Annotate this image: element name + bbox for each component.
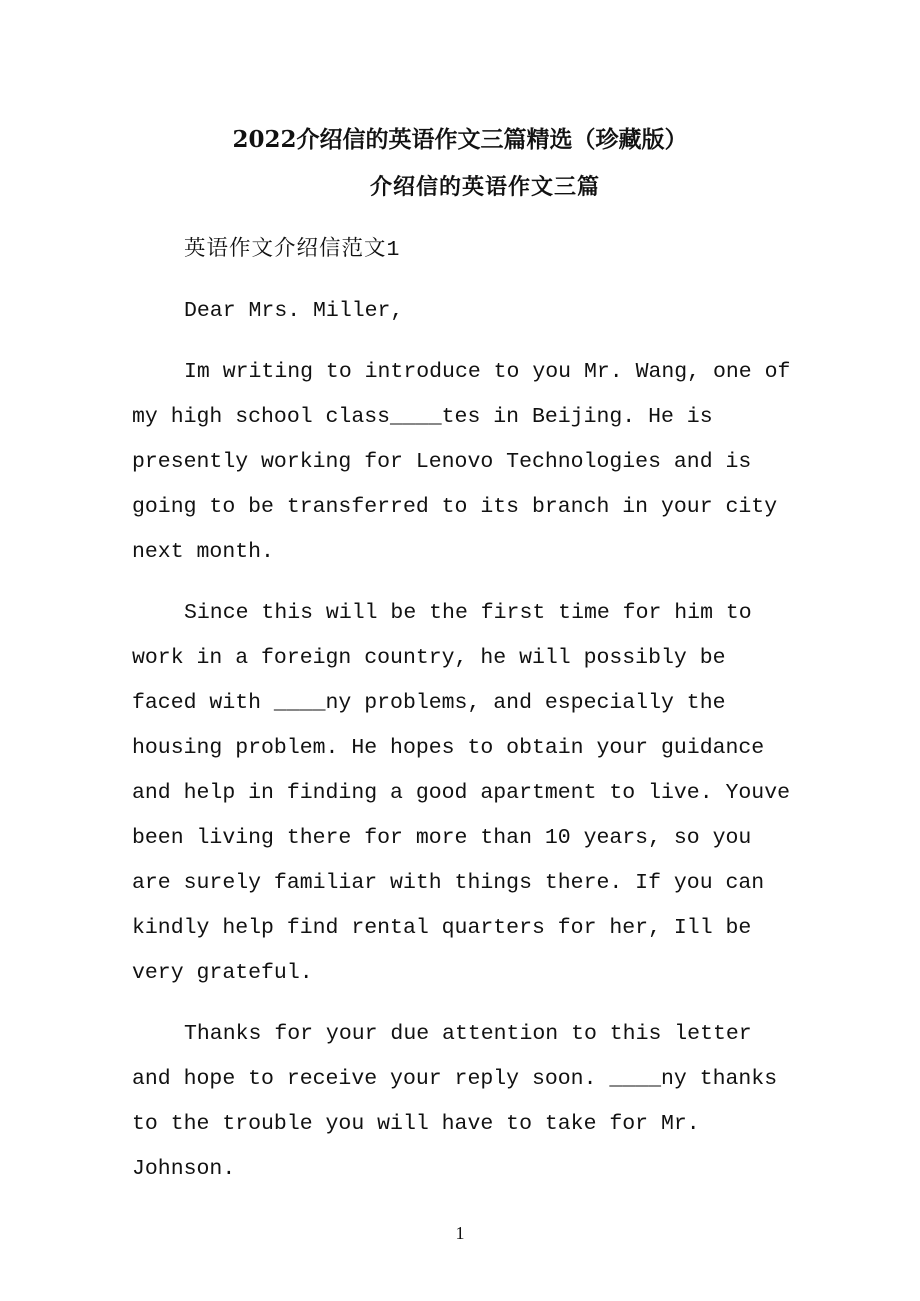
document-subtitle: 介绍信的英语作文三篇 (369, 175, 600, 200)
page-number: 1 (455, 1223, 465, 1243)
letter-salutation: Dear Mrs. Miller, (184, 299, 404, 323)
section-heading: 英语作文介绍信范文1 (184, 238, 401, 262)
letter-paragraph-1: Im writing to introduce to you Mr. Wang, one of my high school class____tes in Beijing. He is presently working for Lenovo Technologies and is going to be transferred to its branch in your city next month. (132, 360, 791, 564)
document-body (132, 228, 792, 1208)
letter-paragraph-2: Since this will be the first time for him to work in a foreign country, he will possibly be faced with ____ny problems, and especially the housing problem. He hopes to obtain your guidance and help in finding a good apartment to live. Youve been living there for more than 10 years, so you are surely familiar with things there. If you can kindly help find rental quarters for her, Ill be very grateful. (132, 601, 791, 985)
document-title: 2022介绍信的英语作文三篇精选（珍藏版） (232, 126, 688, 153)
letter-paragraph-3: Thanks for your due attention to this letter and hope to receive your reply soon. ____ny thanks to the trouble you will have to take for Mr. Johnson. (132, 1022, 778, 1181)
